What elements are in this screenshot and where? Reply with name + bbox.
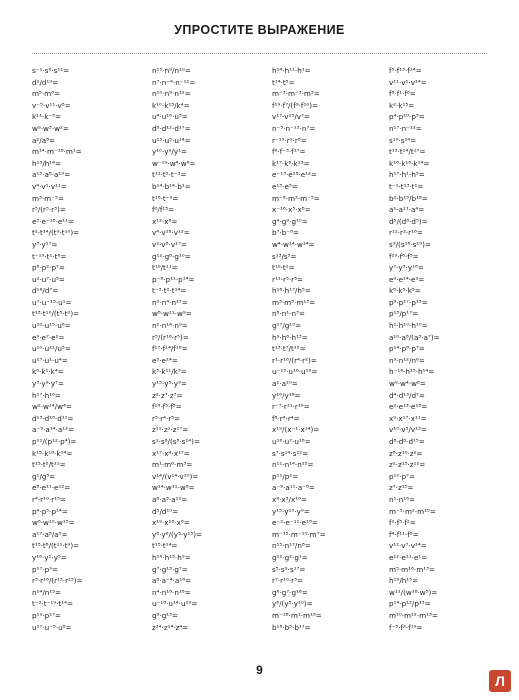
expression-item: y⁸·y⁶/(y⁵·y¹⁵)= <box>152 529 203 539</box>
expression-item: v⁴·v¹⁸·v¹²= <box>152 228 190 238</box>
expression-item: r¹²·r²·r¹⁶= <box>389 228 423 238</box>
expression-item: h¹⁸·h¹⁷/h⁵= <box>272 286 311 296</box>
expression-item: d¹³·d¹⁸·d¹¹= <box>32 413 74 423</box>
expression-item: x¹⁹/(x⁻¹·x¹⁴)= <box>272 425 320 435</box>
expression-item: b¹⁸·b⁵·b¹⁷= <box>272 622 311 632</box>
expression-item: t¹⁶·t⁻⁹= <box>152 193 179 203</box>
expression-item: m³·m³·m¹³= <box>272 297 316 307</box>
expression-item: g¹⁷/g¹⁰= <box>272 321 302 331</box>
expression-item: v¹⁰·v⁵/v¹³= <box>389 425 427 435</box>
expression-item: t¹⁵·t⁸/(t¹¹·t⁹)= <box>32 541 80 551</box>
expression-item: a⁻⁹·a¹¹·a⁻⁸= <box>272 483 315 493</box>
expression-item: f⁶·f⁻³·f¹⁷= <box>272 147 306 157</box>
expression-item: a⁻⁹·a¹⁴·a¹²= <box>32 425 75 435</box>
expression-item: z¹⁴·z¹⁴·z⁴= <box>152 622 189 632</box>
expression-item: v⁻⁵·v¹¹·v⁸= <box>32 100 71 110</box>
expression-item: x⁴·x³/x¹⁶= <box>272 494 308 504</box>
expression-item: d⁸·d¹²·d¹⁷= <box>152 123 191 133</box>
expression-item: k⁶·k¹·k⁴= <box>32 367 64 377</box>
expression-item: h¹⁹/h¹⁵= <box>389 576 419 586</box>
expression-item: k³·k¹¹/k³= <box>152 367 187 377</box>
expression-item: y¹⁰·y⁹/y¹= <box>152 147 188 157</box>
expression-item: f⁸·r⁴·r⁴= <box>272 413 300 423</box>
expression-item: s¹³/s⁵= <box>272 251 297 261</box>
expression-item: a²/a⁸= <box>32 135 56 145</box>
expression-item: w¹⁴·w¹¹·w⁸= <box>152 483 195 493</box>
expression-item: k¹⁰·k¹⁵/k⁴= <box>152 100 190 110</box>
expression-item: p¹¹/p²= <box>272 471 299 481</box>
expression-item: r⁷·r¹⁰·r⁵= <box>272 576 303 586</box>
expression-item: g¹²·g²·g¹= <box>272 552 308 562</box>
expression-item: v¹¹·v¹·v¹⁴= <box>389 77 427 87</box>
expression-item: r⁴·r¹⁰·r¹⁵= <box>32 494 66 504</box>
expression-item: r⁻¹⁹·r⁹·r⁸= <box>272 135 307 145</box>
expression-item: k⁸·k⁵·k⁵= <box>389 286 421 296</box>
expression-item: t⁻¹⁹·t¹·t⁶= <box>32 251 67 261</box>
expression-item: n¹⁷·n⁻¹²= <box>389 123 422 133</box>
expression-item: h¹⁴·h¹¹·h¹= <box>272 66 311 75</box>
expression-item: a⁸·a⁻⁴·a¹⁶= <box>152 576 192 586</box>
expression-item: u¹⁰·u¹⁵·u⁶= <box>32 321 71 331</box>
expression-item: e⁸·e¹¹·e¹²= <box>32 483 71 493</box>
expression-item: f¹⁹·f⁷/(f⁹·f¹⁰)= <box>272 100 319 110</box>
expression-item: h¹⁷·h¹⁶= <box>32 390 61 400</box>
expression-item: d²/d¹⁹= <box>32 77 59 87</box>
expression-item: f⁵·f¹³·f¹⁴= <box>389 66 422 75</box>
expression-item: u¹³·u⁵·u¹⁴= <box>152 135 191 145</box>
expression-item: p¹¹/(p¹²·p⁴)= <box>32 437 77 446</box>
expression-item: k¹⁵·k¹⁸·k¹⁴= <box>32 448 73 458</box>
expression-item: g⁷·g¹³·g⁷= <box>152 564 188 574</box>
expression-item: y¹⁵·y¹⁰·y⁹= <box>272 506 310 516</box>
expression-item: t¹⁹/t¹¹= <box>152 263 178 273</box>
expression-item: n¹·n¹⁶= <box>389 494 416 504</box>
expression-item: a¹·a¹¹·a⁴= <box>389 205 425 215</box>
expression-item: m⁻¹⁵·m⁻¹⁰·m⁷= <box>272 529 326 539</box>
expression-item: s¹⁹·s¹⁴= <box>389 135 417 145</box>
expression-item: f¹⁷·f¹⁴/f¹⁸= <box>152 344 188 354</box>
expression-item: r⁵/(r¹⁶·r⁵)= <box>152 332 189 342</box>
expression-item: p⁸·p²·p⁷= <box>32 263 65 273</box>
expression-item: t⁻²·t⁻¹⁹·t¹⁴= <box>32 599 74 609</box>
expression-item: k¹⁷·k⁸·k¹³= <box>272 158 310 168</box>
expression-item: y⁷·y³·y¹⁶= <box>389 263 424 273</box>
expression-item: x¹⁹·x¹⁶·x⁶= <box>152 518 190 528</box>
publisher-logo-icon: Л <box>489 670 511 692</box>
expression-item: p¹⁴·p¹²/p¹³= <box>389 599 431 609</box>
expression-item: p¹⁴·p⁸·p⁷= <box>389 344 425 354</box>
expression-item: d⁴·d¹³/d⁷= <box>389 390 425 400</box>
expression-item: d⁵/d¹⁰= <box>152 506 179 516</box>
expression-item: w⁴·w¹⁴·w¹⁴= <box>272 239 315 249</box>
expression-item: k¹¹·k⁻³= <box>32 112 62 122</box>
expression-item: e¹²·e¹¹·e¹= <box>389 552 428 562</box>
expression-item: p⁴·p⁵·p¹⁴= <box>32 506 68 516</box>
expression-item: r⁻⁷·r¹¹·r¹⁹= <box>272 402 310 412</box>
expression-item: m⁵·m⁸= <box>32 89 61 99</box>
expression-item: f¹⁶·f⁵·f⁵= <box>152 402 182 412</box>
page-number: 9 <box>256 663 263 677</box>
expression-item: y³·y⁹·y⁷= <box>32 379 64 389</box>
expression-item: m⁻⁸·m²·m⁻⁵= <box>272 193 320 203</box>
expression-item: w⁶·w¹⁰·w¹⁵= <box>32 518 75 528</box>
expression-item: k¹⁶·k¹⁶·k¹⁴= <box>389 158 430 168</box>
expression-item: v¹²·v⁷·v¹⁴= <box>389 541 427 551</box>
expression-item: x⁹·x¹⁷·x¹¹= <box>389 413 427 423</box>
expression-item: m⁵·m¹⁶·m¹³= <box>389 564 436 574</box>
expression-item: h¹⁷·h¹·h⁵= <box>389 170 425 180</box>
expression-item: a⁶·a⁵·a¹²= <box>152 494 188 504</box>
expression-item: r¹¹·r⁵·r⁵= <box>272 274 303 284</box>
expression-item: h¹³/h¹⁴= <box>32 158 62 168</box>
expression-item: h¹⁶·h¹³·h⁹= <box>152 552 191 562</box>
expression-item: z⁸·z¹⁰·z²= <box>389 448 423 458</box>
expression-item: t¹³·t⁷/t¹⁵= <box>272 344 306 354</box>
expression-item: u⁻¹⁵·u¹⁶·u¹⁶= <box>272 367 318 377</box>
expression-item: t¹⁴·t⁵= <box>272 77 295 87</box>
expression-item: t⁻¹·t¹³·t¹= <box>389 181 424 191</box>
expression-item: u¹⁷·u¹·u⁴= <box>32 355 68 365</box>
expression-item: m¹⁰·m¹²·m¹³= <box>389 610 438 620</box>
expression-item: a¹⁰·a⁸/(a³·a⁷)= <box>389 332 440 342</box>
expression-item: u⁻¹⁸·u¹⁴·u¹⁹= <box>152 599 198 609</box>
expression-item: g⁴·g⁹·g¹⁰= <box>272 216 308 226</box>
expression-item: p¹⁵/p¹⁷= <box>389 309 419 319</box>
expression-item: y¹⁶/y¹⁹= <box>272 390 301 400</box>
expression-item: d¹⁶/d⁷= <box>32 286 59 296</box>
expression-item: v⁴·v¹·v¹¹= <box>32 181 67 191</box>
expression-item: e⁻²·e⁻¹¹·e¹⁸= <box>272 518 318 528</box>
expression-item: u⁴·u¹⁶·u⁵= <box>152 112 188 122</box>
dotted-divider <box>32 53 487 54</box>
expression-item: z¹¹·z¹·z¹⁷= <box>152 425 189 435</box>
expression-item: s¹·s⁶/(s⁸·s¹⁴)= <box>152 437 201 446</box>
expression-item: d⁸·d⁸·d¹⁵= <box>389 437 425 446</box>
expression-item: p⁻⁸·p¹¹·p¹⁴= <box>152 274 195 284</box>
expression-item: n⁸·n¹·n³= <box>272 309 305 319</box>
expression-item: x¹²·x⁸= <box>152 216 178 226</box>
expression-item: m⁻¹⁸·m¹·m¹⁸= <box>272 610 322 620</box>
expression-item: s⁹/(s¹⁶·s¹⁹)= <box>389 239 431 249</box>
expression-item: u²·u⁷·u⁵= <box>32 274 65 284</box>
expression-item: p⁴·p¹⁰·p⁵= <box>389 112 425 122</box>
expression-item: m⁻⁵·m²·m¹⁵= <box>389 506 436 516</box>
expression-item: e⁻¹³·e¹⁸·e¹²= <box>272 170 317 180</box>
expression-item: f⁴·f¹¹·f⁸= <box>389 529 419 539</box>
expression-item: n¹⁵·n⁹/n¹⁰= <box>152 66 191 75</box>
expression-item: w⁹·w⁴·w⁸= <box>389 379 426 389</box>
expression-item: t¹¹·t⁵·t⁻³= <box>152 170 187 180</box>
expression-item: x⁻¹⁶·x⁵·x⁸= <box>272 205 311 215</box>
expression-item: t²·t¹⁴/(t⁹·t¹⁰)= <box>32 228 80 238</box>
expression-item: n⁻⁵·n⁻¹³·n⁷= <box>272 123 316 133</box>
expression-item: s⁷·s¹⁴·s¹²= <box>272 448 309 458</box>
expression-item: a¹·a¹⁰= <box>272 379 298 389</box>
expression-item: n⁴·n¹⁶·n¹⁸= <box>152 587 191 597</box>
expression-item: n¹¹·n¹⁴·n¹⁵= <box>272 460 314 470</box>
exercise-column-3 <box>272 65 326 633</box>
expression-item: g⁹·g¹³= <box>152 610 179 620</box>
expression-item: u¹⁶·u⁷·u¹⁸= <box>272 437 311 446</box>
expression-item: e³·e⁻¹⁸·e¹¹= <box>32 216 75 226</box>
expression-item: r⁵·r⁴·r⁵= <box>152 413 181 423</box>
expression-item: n¹⁰·n⁹·n¹²= <box>152 89 191 99</box>
expression-item: r¹·r¹⁶/(r⁴·r²)= <box>272 355 317 365</box>
expression-item: v²·v⁸·v¹⁷= <box>152 239 187 249</box>
expression-item: n¹⁵·n¹⁷/n⁸= <box>272 541 311 551</box>
expression-item: y¹⁵·y⁵·y⁹= <box>152 379 187 389</box>
expression-item: y⁶/(y⁵·y¹⁰)= <box>272 599 313 609</box>
expression-item: x¹⁷·x⁴·x¹⁷= <box>152 448 190 458</box>
expression-item: g¹²·g⁸·g¹⁰= <box>152 251 191 261</box>
expression-item: t¹⁹·t¹= <box>272 263 295 273</box>
expression-item: n⁹·n⁴·n¹⁷= <box>152 297 188 307</box>
expression-item: d⁵/(d⁶·d⁵)= <box>389 216 428 226</box>
expression-item: m¹⁴·m⁻¹⁸·m¹= <box>32 147 82 157</box>
expression-item: p¹⁰·p⁷= <box>389 471 416 481</box>
expression-item: e²·e¹³·e¹⁸= <box>389 402 428 412</box>
expression-item: b²·b¹⁵/b¹⁸= <box>389 193 428 203</box>
expression-item: n⁹·n¹²/n⁶= <box>389 355 425 365</box>
expression-item: t¹⁵·t¹⁴= <box>152 541 178 551</box>
expression-item: w⁹·w³·w²= <box>32 123 69 133</box>
expression-item: f⁸·f¹·f⁶= <box>389 89 416 99</box>
expression-item: e¹³·e⁵= <box>272 181 298 191</box>
expression-item: z²·z¹⁵·z¹²= <box>389 460 426 470</box>
expression-item: u¹⁰·u¹¹/u⁵= <box>32 344 71 354</box>
expression-item: f⁻⁵·f²·f¹⁹= <box>389 622 423 632</box>
expression-item: t¹⁵·t²/t¹¹= <box>32 460 66 470</box>
expression-item: r³·r¹⁶/(r¹³·r¹⁵)= <box>32 576 83 586</box>
expression-item: u⁷·u⁻¹⁵·u¹= <box>32 297 72 307</box>
expression-item: m⁻³·m⁻³·m³= <box>272 89 320 99</box>
exercise-column-2 <box>152 65 202 633</box>
expression-item: h⁻¹⁶·h¹⁵·h¹⁴= <box>389 367 435 377</box>
expression-item: e⁵·e¹⁴= <box>152 355 178 365</box>
expression-item: w⁸·w¹¹·w⁹= <box>152 309 192 319</box>
expression-item: b¹⁴·b¹⁴·b¹= <box>152 181 191 191</box>
expression-item: r⁵/(r⁵·r³)= <box>32 205 66 215</box>
expression-item: a¹³·a⁸·a¹⁹= <box>32 170 71 180</box>
expression-item: a¹⁷·a⁸/a⁵= <box>32 529 68 539</box>
exercise-column-1 <box>32 65 83 633</box>
expression-item: p¹⁹·p¹⁷= <box>32 610 61 620</box>
expression-item: s⁵·s⁹·s¹⁷= <box>272 564 306 574</box>
expression-item: m³·m⁻⁵= <box>32 193 64 203</box>
expression-item: w²·w¹⁴/w⁴= <box>32 402 72 412</box>
expression-item: p¹⁷·p⁹= <box>32 564 59 574</box>
expression-item: g¹/g⁵= <box>32 471 56 481</box>
exercise-column-4 <box>389 65 440 633</box>
expression-item: g⁶·g⁷·g¹⁶= <box>272 587 308 597</box>
expression-item: h¹·h¹⁰·h¹⁰= <box>389 321 428 331</box>
expression-item: t¹⁵·t¹⁴/t¹⁷= <box>389 147 426 157</box>
exercise-columns <box>32 65 472 665</box>
expression-item: n²·n¹⁴·n⁹= <box>152 321 188 331</box>
expression-item: t¹³·t¹⁰/(t⁵·t²)= <box>32 309 80 319</box>
expression-item: h⁹·h⁶·h¹³= <box>272 332 308 342</box>
expression-item: m¹·m⁶·m³= <box>152 460 193 470</box>
expression-item: n¹⁴/n¹⁵= <box>32 587 62 597</box>
expression-item: v¹⁷·v¹⁵/v⁷= <box>272 112 310 122</box>
expression-item: t⁻³·t²·t¹⁴= <box>152 286 187 296</box>
expression-item: y¹⁶·y¹·y⁵= <box>32 552 67 562</box>
expression-item: w¹¹/(w¹⁸·w⁵)= <box>389 587 438 597</box>
expression-item: f¹⁹·f⁶·f⁵= <box>389 251 419 261</box>
expression-item: p⁹·p¹⁷·p¹⁵= <box>389 297 428 307</box>
expression-item: z⁷·z¹⁵= <box>389 483 414 493</box>
expression-item: e⁹·e⁷·e²= <box>32 332 65 342</box>
expression-item: e⁹·e¹⁴·e⁹= <box>389 274 425 284</box>
expression-item: v¹⁴/(v¹⁴·v¹⁰)= <box>152 471 199 481</box>
page-title: УПРОСТИТЕ ВЫРАЖЕНИЕ <box>174 23 345 37</box>
expression-item: y³·y¹⁷= <box>32 239 58 249</box>
expression-item: s⁻¹·s⁶·s¹¹= <box>32 66 70 75</box>
expression-item: u¹⁷·u⁻⁵·u⁸= <box>32 622 72 632</box>
expression-item: b⁷·b⁻⁸= <box>272 228 299 238</box>
expression-item: f²·f⁵·f²= <box>389 518 416 528</box>
expression-item: z²·z⁷·z⁷= <box>152 390 183 400</box>
expression-item: n⁷·n⁻⁴·n⁻¹¹= <box>152 77 196 87</box>
expression-item: k²·k¹⁵= <box>389 100 415 110</box>
expression-item: f²/f¹⁵= <box>152 205 175 215</box>
expression-item: w⁻¹⁹·w⁴·w⁶= <box>152 158 196 168</box>
